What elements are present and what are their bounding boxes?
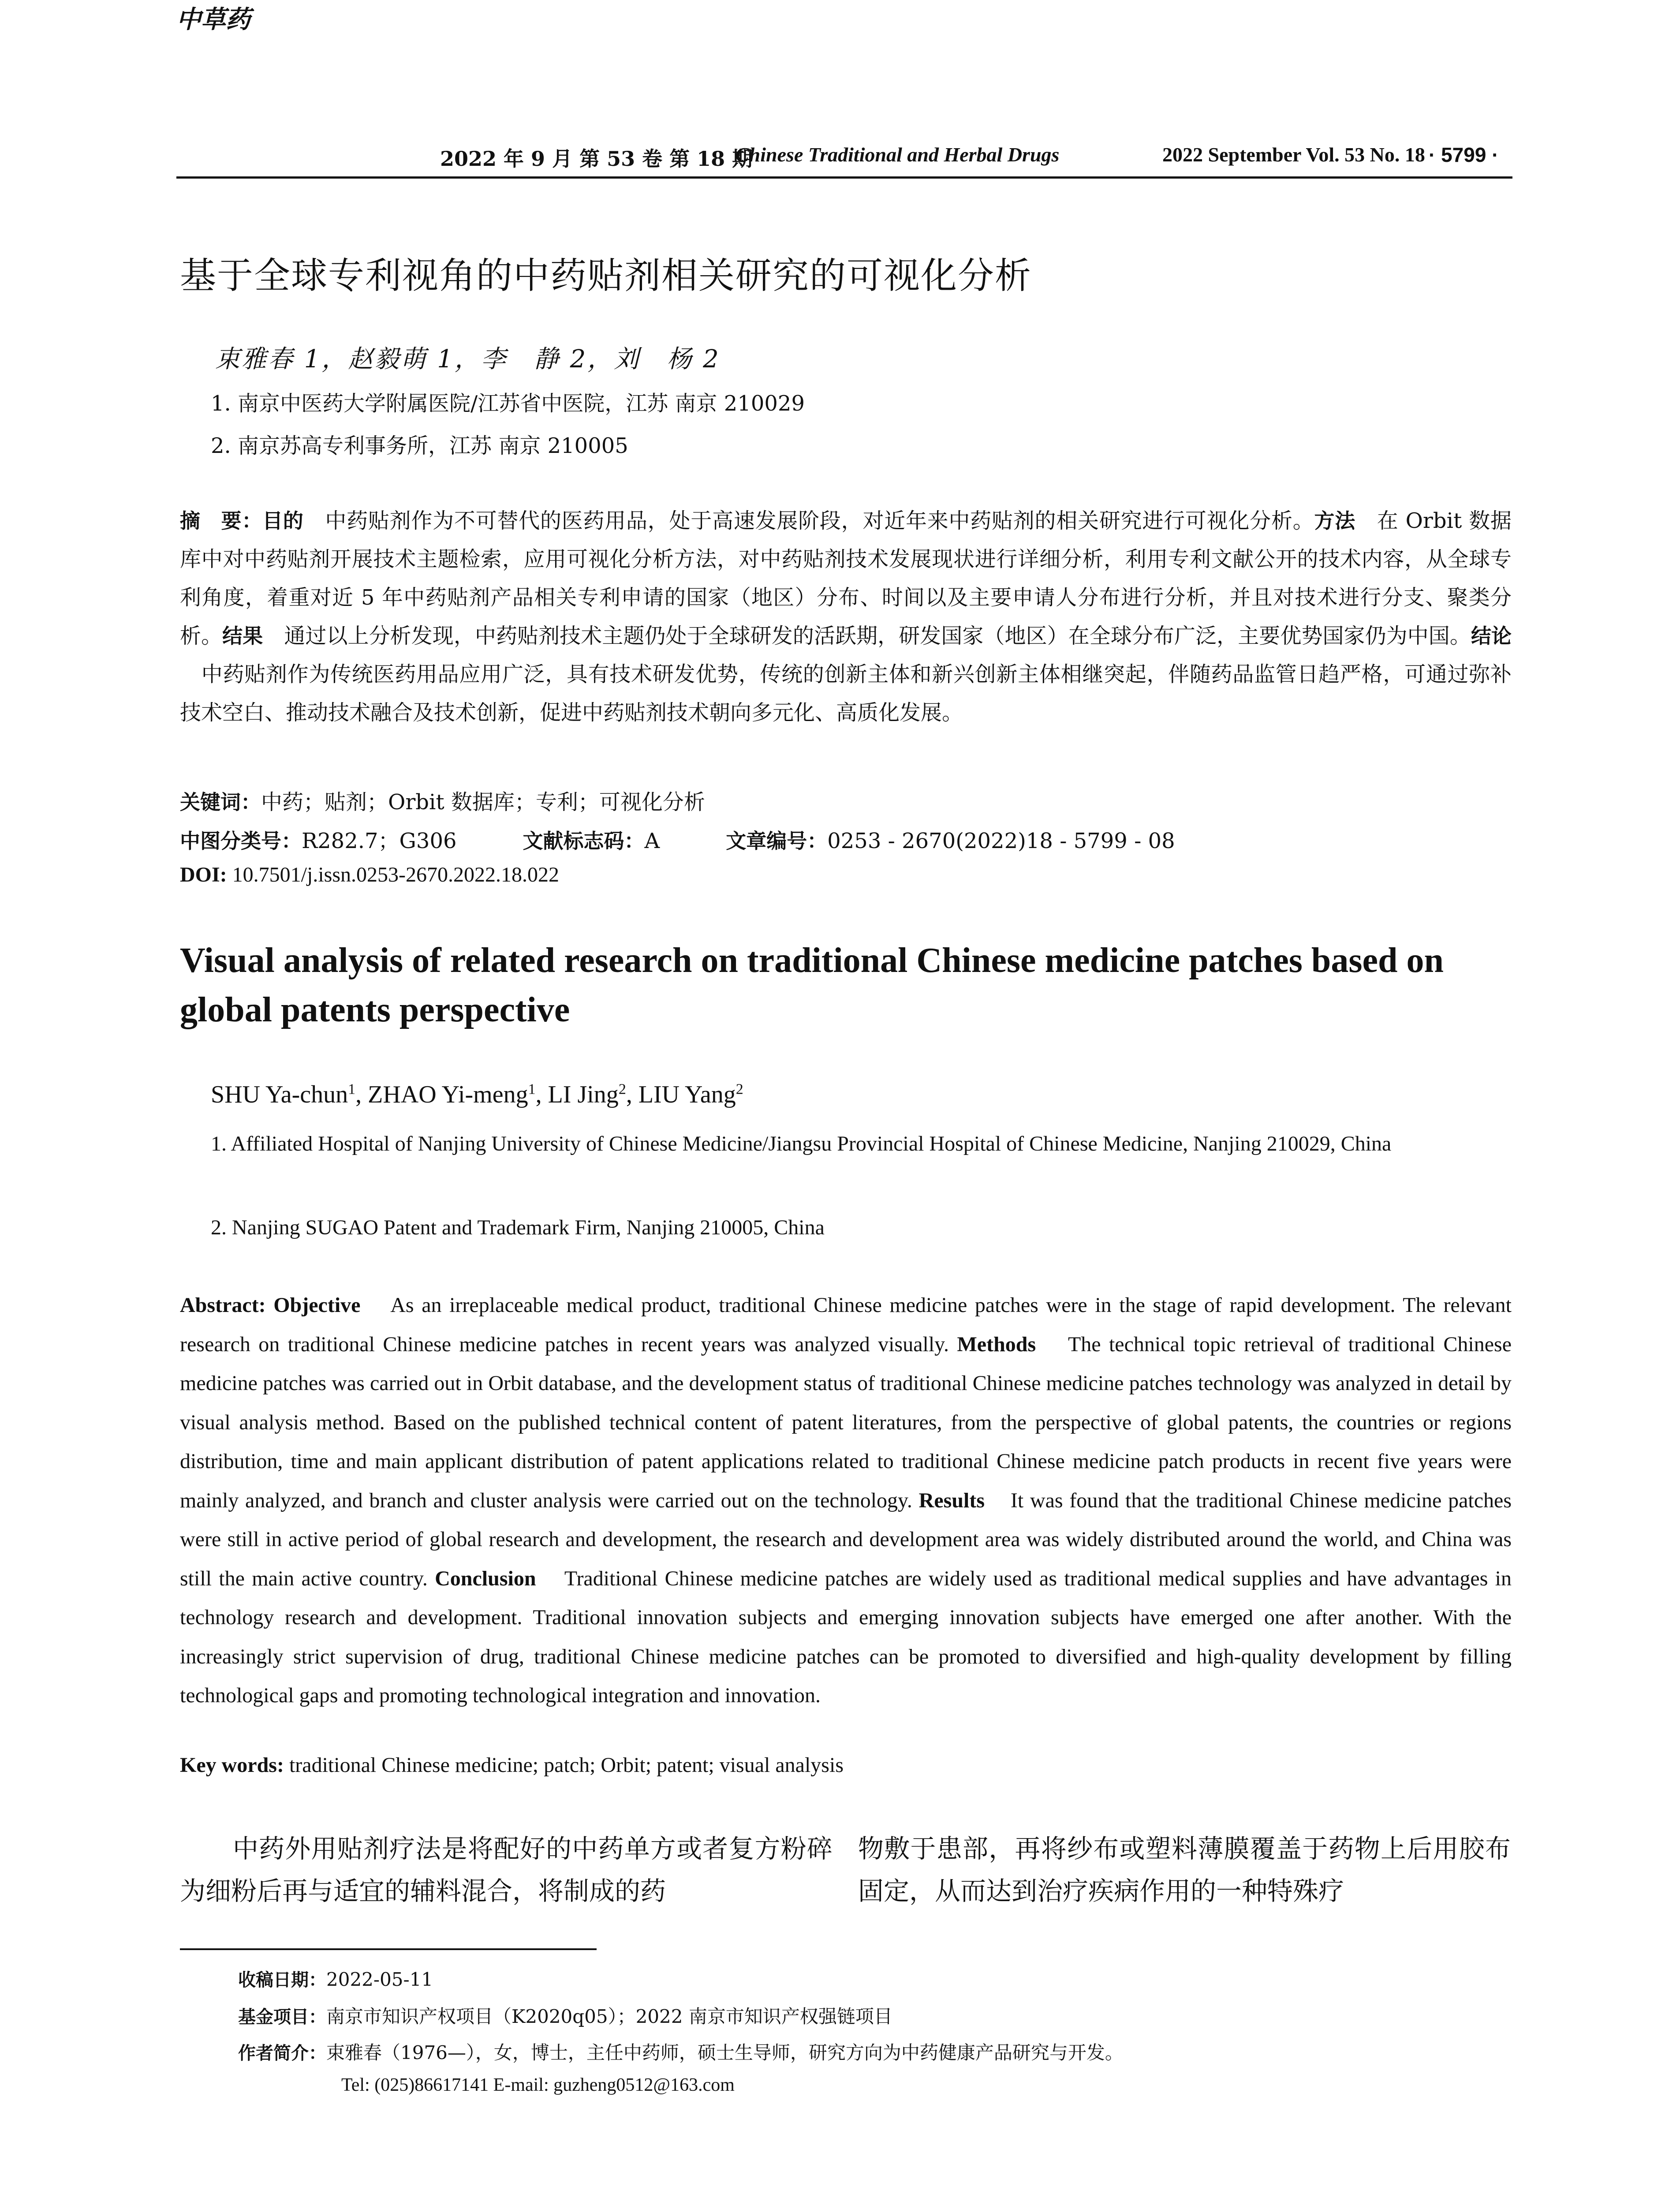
keywords-cn-label: 关键词： [180, 790, 261, 814]
results-en-text: It was found that the traditional Chinese medicine patches were still in active period of global research and development, the research and development area was widely distributed around the world, and China was still the main active country. [180, 1488, 1512, 1590]
objective-en-label: Objective [273, 1293, 361, 1317]
journal-name-en: Chinese Traditional and Herbal Drugs [735, 143, 1060, 166]
keywords-cn [180, 785, 705, 815]
doc-code-label: 文献标志码： [523, 829, 645, 853]
fund-label: 基金项目： [238, 2007, 326, 2027]
author-en-3: LI Jing [548, 1081, 619, 1108]
clc-label: 中图分类号： [180, 829, 302, 853]
doi-label: DOI: [180, 863, 227, 886]
methods-cn-text: 在 Orbit 数据库中对中药贴剂开展技术主题检索，应用可视化分析方法，对中药贴剂技术发展现状进行详细分析，利用专利文献公开的技术内容，从全球专利角度，着重对近 5 年中药贴剂产品相关专利申请的国家（地区）分布、时间以及主要申请人分布进行分析，并且对技术进行分支、聚类分析。 [180, 508, 1512, 648]
author-bio-label: 作者简介： [238, 2043, 326, 2063]
results-cn-label: 结果 [222, 624, 263, 648]
footnote-rule [180, 1948, 597, 1950]
author-en-2: ZHAO Yi-meng [368, 1081, 528, 1108]
objective-cn-label: 目的 [262, 509, 304, 533]
footnote-contact: Tel: (025)86617141 E-mail: guzheng0512@163.com [341, 2075, 735, 2095]
journal-logo: 中草药 [176, 5, 250, 34]
issue-en: 2022 September Vol. 53 No. 18 [1162, 143, 1425, 166]
author-en-1: SHU Ya-chun [211, 1081, 348, 1108]
objective-en-text: As an irreplaceable medical product, traditional Chinese medicine patches were in the stage of rapid development. The relevant research on traditional Chinese medicine patches in recent years was analyzed visually. [180, 1293, 1512, 1356]
received-label: 收稿日期： [238, 1970, 326, 1990]
affiliation-en-1: 1. Affiliated Hospital of Nanjing University of Chinese Medicine/Jiangsu Provincial Hospital of Chinese Medicine, Nanjing 210029, China [211, 1132, 1392, 1155]
title-cn: 基于全球专利视角的中药贴剂相关研究的可视化分析 [180, 255, 1032, 297]
objective-cn-text: 中药贴剂作为不可替代的医药用品，处于高速发展阶段，对近年来中药贴剂的相关研究进行可视化分析。 [325, 508, 1314, 533]
keywords-cn-text: 中药；贴剂；Orbit 数据库；专利；可视化分析 [261, 790, 705, 815]
footnote-author [238, 2038, 1124, 2065]
article-no-value: 0253 - 2670(2022)18 - 5799 - 08 [827, 829, 1175, 853]
keywords-en-label: Key words: [180, 1753, 284, 1777]
methods-cn-label: 方法 [1314, 509, 1356, 533]
clc-value: R282.7；G306 [302, 829, 457, 853]
doi-value[interactable]: 10.7501/j.issn.0253-2670.2022.18.022 [232, 863, 560, 886]
affiliation-en-2: 2. Nanjing SUGAO Patent and Trademark Firm, Nanjing 210005, China [211, 1216, 825, 1239]
author-en-4-aff: 2 [735, 1081, 743, 1098]
author-en-2-aff: 1 [528, 1081, 536, 1098]
abstract-cn [180, 502, 1512, 732]
methods-en-label: Methods [957, 1332, 1036, 1356]
footnote-received [238, 1966, 433, 1991]
conclusion-cn-label: 结论 [1471, 624, 1512, 648]
header-rule [176, 176, 1512, 179]
article-no-label: 文章编号： [726, 829, 828, 853]
abstract-en-label: Abstract: [180, 1293, 266, 1317]
authors-en: SHU Ya-chun$^1$, ZHAO Yi-meng$^1$, LI Jing$^2$, LIU Yang$^2$ [211, 1081, 743, 1108]
page-number: · 5799 · [1429, 143, 1499, 166]
footnote-fund [238, 2002, 892, 2029]
abstract-en [180, 1286, 1512, 1715]
conclusion-en-text: Traditional Chinese medicine patches are widely used as traditional medical supplies and have advantages in technology research and development. Traditional innovation subjects and emerging innovation subjects have emerged one after another. With the increasingly strict supervision of drug, traditional Chinese medicine patches can be promoted to diversified and high-quality development by filling technological gaps and promoting technological integration and innovation. [180, 1566, 1512, 1707]
authors-cn: 束雅春 1，赵毅萌 1，李 静 2，刘 杨 2 [215, 345, 721, 374]
classification-line [180, 824, 1175, 854]
doc-code-value: A [644, 829, 660, 853]
fund-value: 南京市知识产权项目（K2020q05）；2022 南京市知识产权强链项目 [326, 2006, 892, 2027]
methods-en-text: The technical topic retrieval of traditional Chinese medicine patches was carried out in Orbit database, and the development status of traditional Chinese medicine patches technology was analyzed in detail by visual analysis method. Based on the published technical content of patent literatures, from the perspective of global patents, the countries or regions distribution, time and main applicant distribution of patent applications related to traditional Chinese medicine patch products in recent five years were mainly analyzed, and branch and cluster analysis were carried out on the technology. [180, 1332, 1512, 1512]
body-column-right: 物敷于患部，再将纱布或塑料薄膜覆盖于药物上后用胶布固定，从而达到治疗疾病作用的一种特殊疗 [858, 1834, 1511, 1906]
conclusion-en-label: Conclusion [435, 1566, 536, 1590]
author-bio-value: 束雅春（1976—），女，博士，主任中药师，硕士生导师，研究方向为中药健康产品研究与开发。 [326, 2042, 1124, 2063]
keywords-en-text: traditional Chinese medicine; patch; Orbit; patent; visual analysis [289, 1753, 844, 1777]
author-en-1-aff: 1 [348, 1081, 356, 1098]
keywords-en [180, 1753, 844, 1777]
title-en: Visual analysis of related research on traditional Chinese medicine patches based on global patents perspective [180, 941, 1444, 1029]
issue-cn: 2022 年 9 月 第 53 卷 第 18 期 [440, 147, 753, 171]
affiliation-cn-1: 1. 南京中医药大学附属医院/江苏省中医院，江苏 南京 210029 [211, 391, 805, 416]
doi-line [180, 863, 559, 887]
results-en-label: Results [918, 1488, 985, 1512]
received-value: 2022-05-11 [326, 1969, 433, 1990]
affiliation-cn-2: 2. 南京苏高专利事务所，江苏 南京 210005 [211, 434, 628, 458]
results-cn-text: 通过以上分析发现，中药贴剂技术主题仍处于全球研发的活跃期，研发国家（地区）在全球分布广泛，主要优势国家仍为中国。 [284, 624, 1471, 648]
abstract-cn-label: 摘 要： [180, 509, 263, 533]
author-en-3-aff: 2 [618, 1081, 626, 1098]
conclusion-cn-text: 中药贴剂作为传统医药用品应用广泛，具有技术研发优势，传统的创新主体和新兴创新主体相继突起，伴随药品监管日趋严格，可通过弥补技术空白、推动技术融合及技术创新，促进中药贴剂技术朝向多元化、高质化发展。 [180, 662, 1512, 725]
author-en-4: LIU Yang [638, 1081, 736, 1108]
body-column-left: 中药外用贴剂疗法是将配好的中药单方或者复方粉碎为细粉后再与适宜的辅料混合，将制成的药 [180, 1834, 833, 1906]
